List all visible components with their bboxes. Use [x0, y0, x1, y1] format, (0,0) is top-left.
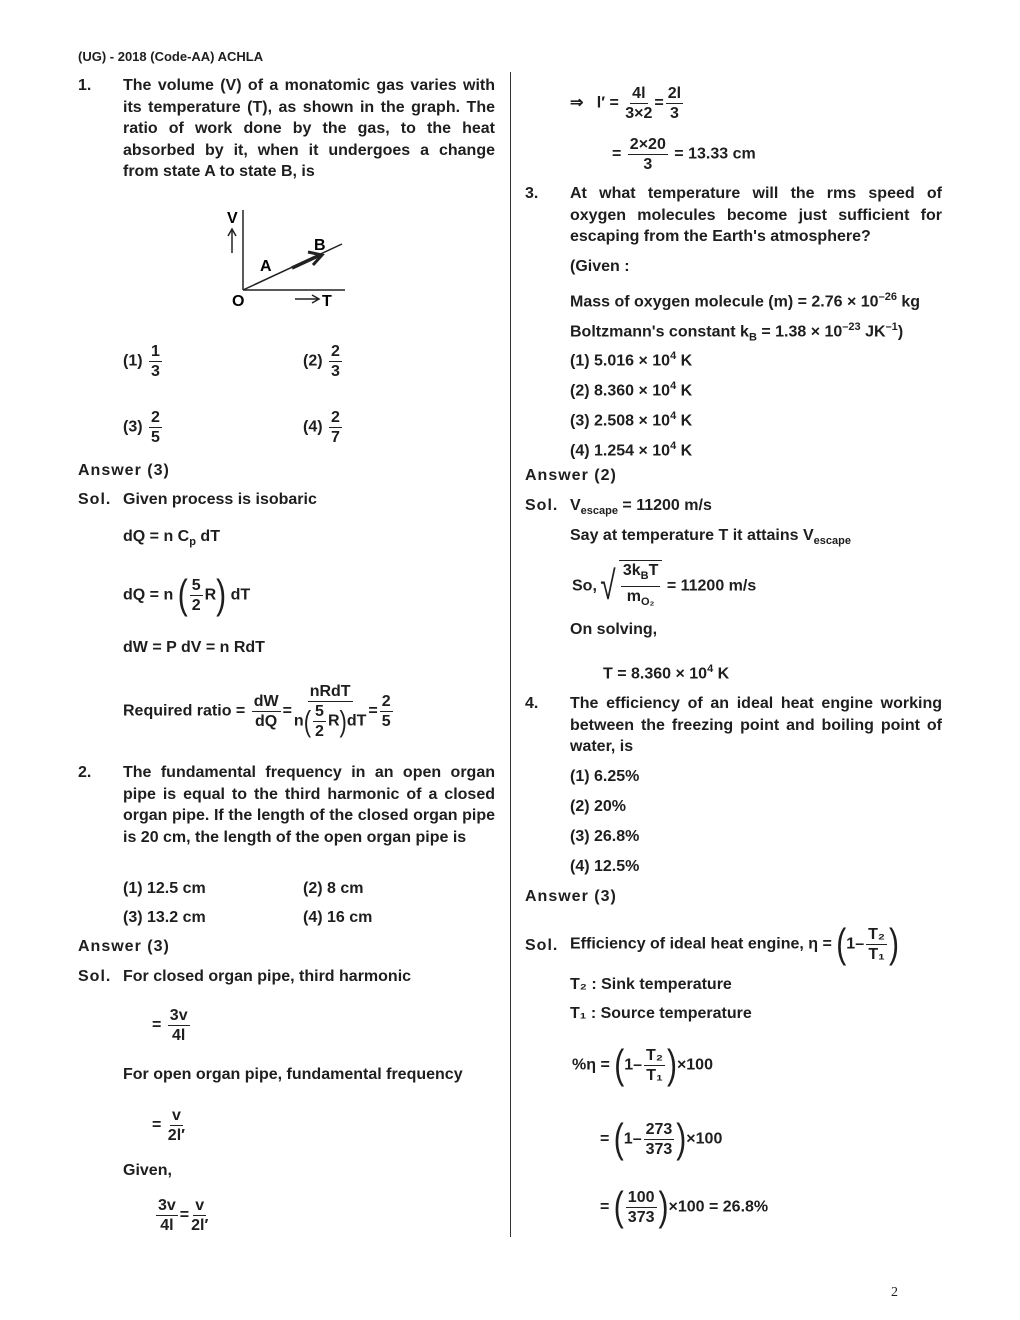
column-divider: [510, 72, 511, 1237]
option-4: (4) 12.5%: [570, 858, 640, 875]
solution-text: For open organ pipe, fundamental frequency: [123, 1066, 463, 1083]
solution-text: T₂ : Sink temperature: [570, 976, 732, 993]
solution-label: Sol.: [525, 937, 559, 954]
option-4: (4) 16 cm: [303, 909, 373, 926]
equation: = (1– $\frac{273}{373}$ )×100: [600, 1116, 723, 1162]
option-2: (2) $8.360 \times 10^4$ K: [570, 380, 693, 400]
answer-label: Answer (3): [78, 938, 170, 955]
solution-text: Say at temperature T it attains $V_{escape}$: [570, 527, 851, 548]
page-number: 2: [891, 1285, 898, 1300]
option-1: (1) 12.5 cm: [123, 880, 206, 897]
solution-label: Sol.: [525, 497, 559, 514]
question-text: At what temperature will the rms speed of oxygen molecules become just sufficient for escaping from the Earth's atmosphere?: [570, 185, 942, 246]
equation: Required ratio = $\frac{dW}{dQ}$ = nRdT n( $\frac{5}{2}$ R)dT = $\frac{2}{5}$: [123, 683, 391, 740]
solution-text: $V_{escape} = 11200$ m/s: [570, 497, 712, 518]
given-label: (Given :: [570, 258, 630, 275]
given-mass: Mass of oxygen molecule $(m) = 2.76 \times 10^{-26}$ kg: [570, 291, 921, 311]
option-1: (1) $5.016 \times 10^4$ K: [570, 350, 693, 370]
equation: So, √ $\frac{3k_BT}{m_{O_2}}$ = 11200 m/s: [572, 560, 756, 612]
answer-label: Answer (3): [525, 888, 617, 905]
origin-label: O: [232, 293, 245, 310]
v-t-graph: [220, 205, 355, 310]
page-header: (UG) - 2018 (Code-AA) ACHLA: [78, 49, 264, 64]
option-1: (1) 6.25%: [570, 768, 640, 785]
answer-label: Answer (3): [78, 462, 170, 479]
equation: = $\frac{3v}{4l}$: [152, 1007, 188, 1044]
question-text: The fundamental frequency in an open organ pipe is equal to the third harmonic of a closed organ pipe. If the length of the closed organ pipe is 20 cm, the length of the open organ pipe is: [123, 764, 495, 846]
option-4: (4) $1.254 \times 10^4$ K: [570, 440, 693, 460]
option-3: (3) $2.508 \times 10^4$ K: [570, 410, 693, 430]
option-2: (2) $\frac{2}{3}$: [303, 343, 340, 380]
equation: = ( $\frac{100}{373}$ )×100 = 26.8%: [600, 1184, 769, 1230]
solution-label: Sol.: [78, 968, 112, 985]
equation: Efficiency of ideal heat engine, η = (1– $\frac{\text{T₂}}{\text{T₁}}$ ): [570, 921, 899, 967]
question-text: The volume (V) of a monatomic gas varies with its temperature (T), as shown in the graph. The ratio of work done by the gas, to the heat absorbed by it, when it undergoes a change from state A to state B, is: [123, 77, 495, 181]
equation: %η = (1– $\frac{\text{T₂}}{\text{T₁}}$ )×100: [572, 1042, 713, 1088]
point-b-label: B: [314, 237, 326, 254]
option-3: (3) $\frac{2}{5}$: [123, 409, 160, 446]
equation: dW = P dV = n RdT: [123, 639, 265, 656]
option-3: (3) 26.8%: [570, 828, 640, 845]
option-2: (2) 20%: [570, 798, 627, 815]
solution-text: Given,: [123, 1162, 172, 1179]
axis-label-t: T: [322, 293, 332, 310]
given-boltzmann: Boltzmann's constant $k_B = 1.38 \times 10^{-23}$ $JK^{-1}$): [570, 321, 904, 344]
solution-text: On solving,: [570, 621, 658, 638]
solution-text: T₁ : Source temperature: [570, 1005, 752, 1022]
equation: $T = 8.360 \times 10^4$ K: [603, 663, 730, 683]
equation: dQ = n $C_p$ dT: [123, 528, 220, 549]
axis-label-v: V: [227, 210, 238, 227]
question-text: The efficiency of an ideal heat engine working between the freezing point and boiling point of water, is: [570, 695, 942, 756]
solution-text: Given process is isobaric: [123, 491, 317, 508]
option-1: (1) $\frac{1}{3}$: [123, 343, 160, 380]
option-4: (4) $\frac{2}{7}$: [303, 409, 340, 446]
question-number: 2.: [78, 764, 92, 781]
option-3: (3) 13.2 cm: [123, 909, 206, 926]
question-number: 3.: [525, 185, 539, 202]
equation: ⇒ l′ = $\frac{4l}{3\times 2}$ = $\frac{2l}{3}$: [570, 85, 682, 122]
equation: = $\frac{v}{2l'}$: [152, 1107, 185, 1144]
question-number: 4.: [525, 695, 539, 712]
equation: $\frac{3v}{4l}$ = $\frac{v}{2l'}$: [158, 1197, 209, 1234]
option-2: (2) 8 cm: [303, 880, 364, 897]
solution-label: Sol.: [78, 491, 112, 508]
question-number: 1.: [78, 77, 92, 94]
solution-text: For closed organ pipe, third harmonic: [123, 968, 412, 985]
point-a-label: A: [260, 258, 272, 275]
equation: dQ = n ( $\frac{5}{2}$ R) dT: [123, 572, 251, 618]
equation: = $\frac{2\times 20}{3}$ = 13.33 cm: [612, 136, 756, 173]
answer-label: Answer (2): [525, 467, 617, 484]
